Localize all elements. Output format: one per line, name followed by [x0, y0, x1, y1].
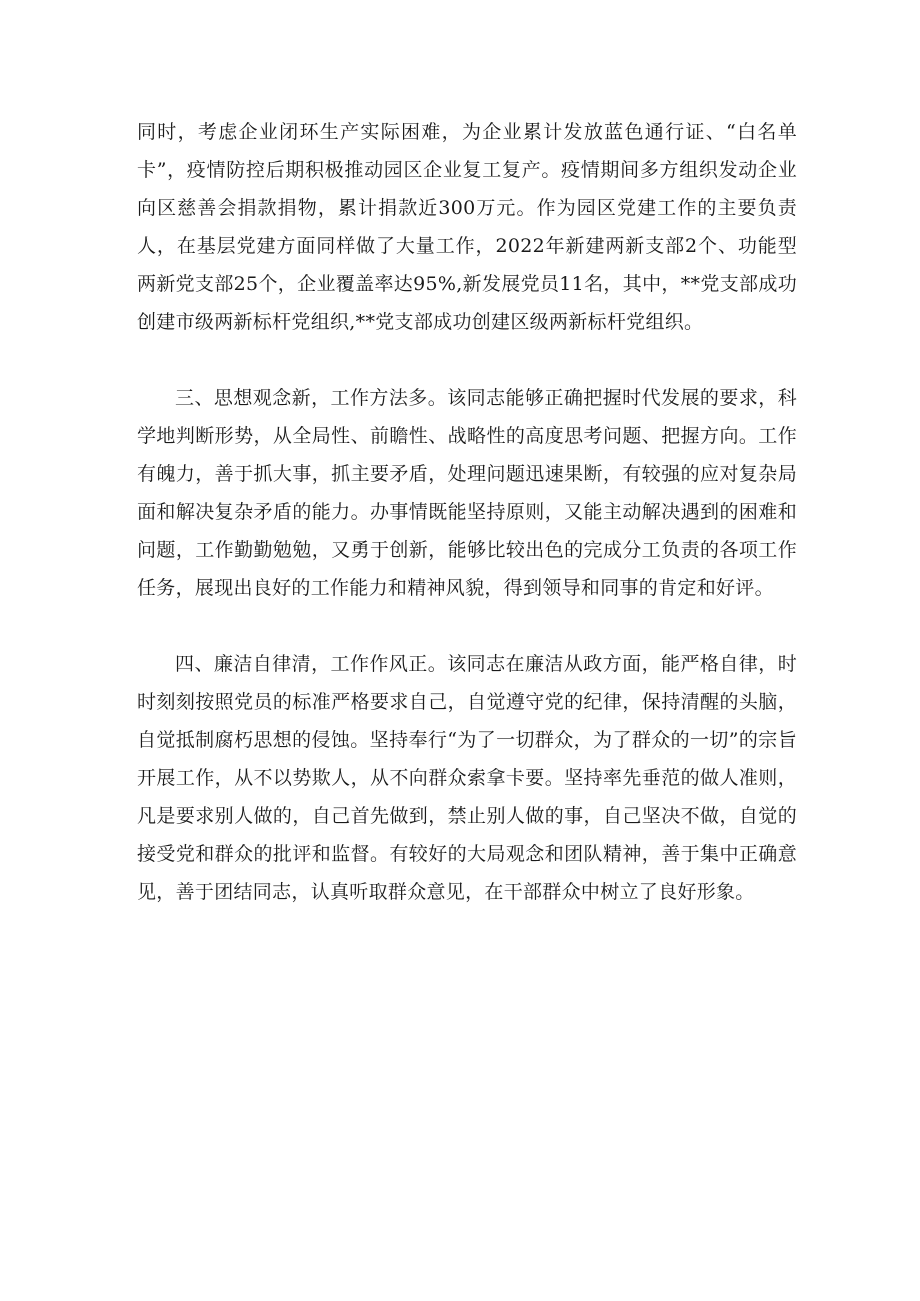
section-three-text: 该同志能够正确把握时代发展的要求，科学地判断形势，从全局性、前瞻性、战略性的高度思考问题、把握方向。工作有魄力，善于抓大事，抓主要矛盾，处理问题迅速果断，有较强的应对复杂局面和解决复杂矛盾的能力。办事情既能坚持原则，又能主动解决遇到的困难和问题，工作勤勤勉勉，又勇于创新，能够比较出色的完成分工负责的各项工作任务，展现出良好的工作能力和精神风貌，得到领导和同事的肯定和好评。 [137, 387, 797, 599]
section-three-heading: 三、思想观念新，工作方法多。 [175, 387, 448, 409]
paragraph-continuation [137, 113, 797, 341]
paragraph-1-text: 同时，考虑企业闭环生产实际困难，为企业累计发放蓝色通行证、“白名单卡”，疫情防控后期积极推动园区企业复工复产。疫情期间多方组织发动企业向区慈善会捐款捐物，累计捐款近300万元。作为园区党建工作的主要负责人，在基层党建方面同样做了大量工作，2022年新建两新支部2个、功能型两新党支部25个，企业覆盖率达95%,新发展党员11名，其中，**党支部成功创建市级两新标杆党组织,**党支部成功创建区级两新标杆党组织。 [137, 121, 797, 333]
paragraph-section-three [137, 379, 797, 607]
paragraph-section-four [137, 645, 797, 911]
section-four-text: 该同志在廉洁从政方面，能严格自律，时时刻刻按照党员的标准严格要求自己，自觉遵守党的纪律，保持清醒的头脑，自觉抵制腐朽思想的侵蚀。坚持奉行“为了一切群众，为了群众的一切”的宗旨开展工作，从不以势欺人，从不向群众索拿卡要。坚持率先垂范的做人准则，凡是要求别人做的，自己首先做到，禁止别人做的事，自己坚决不做，自觉的接受党和群众的批评和监督。有较好的大局观念和团队精神，善于集中正确意见，善于团结同志，认真听取群众意见，在干部群众中树立了良好形象。 [137, 653, 797, 903]
section-four-heading: 四、廉洁自律清，工作作风正。 [175, 653, 448, 675]
document-body [137, 113, 797, 911]
